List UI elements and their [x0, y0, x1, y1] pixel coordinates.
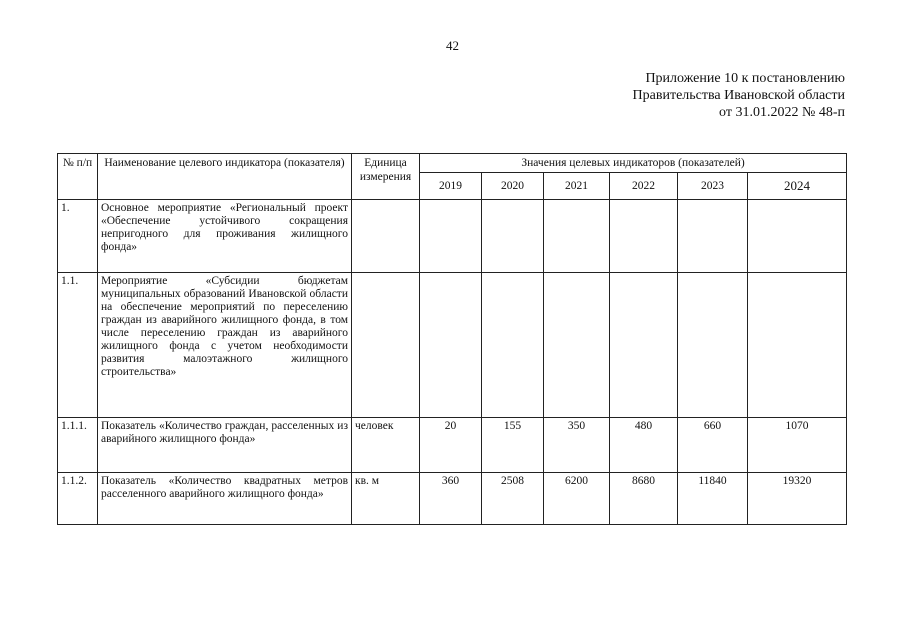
header-row: [58, 154, 847, 173]
header-name: Наименование целевого индикатора (показателя): [98, 154, 352, 200]
table-row: [58, 473, 847, 525]
row-value-2022: 480: [610, 418, 678, 473]
row-value-2021: [544, 273, 610, 418]
row-value-2024: 1070: [748, 418, 847, 473]
row-value-2023: [678, 273, 748, 418]
row-value-2022: [610, 273, 678, 418]
row-value-2024: 19320: [748, 473, 847, 525]
row-indicator-name: Показатель «Количество граждан, расселенных из аварийного жилищного фонда»: [98, 418, 352, 473]
header-year-2020: 2020: [482, 173, 544, 200]
table-row: [58, 418, 847, 473]
header-year-2022: 2022: [610, 173, 678, 200]
indicators-table: [57, 153, 847, 525]
row-value-2023: 11840: [678, 473, 748, 525]
row-value-2024: [748, 273, 847, 418]
row-indicator-name: Основное мероприятие «Региональный проект «Обеспечение устойчивого сокращения непригодного для проживания жилищного фонда»: [98, 200, 352, 273]
row-value-2023: [678, 200, 748, 273]
row-number: 1.1.1.: [58, 418, 98, 473]
header-year-2023: 2023: [678, 173, 748, 200]
row-value-2021: 350: [544, 418, 610, 473]
row-unit: [352, 200, 420, 273]
appendix-line-3: от 31.01.2022 № 48-п: [719, 105, 845, 120]
row-unit: [352, 273, 420, 418]
row-value-2024: [748, 200, 847, 273]
row-unit: кв. м: [352, 473, 420, 525]
row-value-2020: 2508: [482, 473, 544, 525]
row-value-2019: 360: [420, 473, 482, 525]
row-value-2022: [610, 200, 678, 273]
row-number: 1.: [58, 200, 98, 273]
header-year-2024: 2024: [748, 173, 847, 200]
header-num: № п/п: [58, 154, 98, 200]
row-value-2021: 6200: [544, 473, 610, 525]
row-number: 1.1.2.: [58, 473, 98, 525]
row-value-2020: [482, 273, 544, 418]
row-indicator-name: Показатель «Количество квадратных метров расселенного аварийного жилищного фонда»: [98, 473, 352, 525]
appendix-line-2: Правительства Ивановской области: [632, 88, 845, 103]
header-unit: Единица измерения: [352, 154, 420, 200]
row-value-2019: 20: [420, 418, 482, 473]
row-unit: человек: [352, 418, 420, 473]
row-value-2021: [544, 200, 610, 273]
row-value-2023: 660: [678, 418, 748, 473]
page-number: 42: [446, 38, 459, 53]
appendix-line-1: Приложение 10 к постановлению: [645, 71, 845, 86]
table-row: [58, 200, 847, 273]
row-number: 1.1.: [58, 273, 98, 418]
table-row: [58, 273, 847, 418]
row-indicator-name: Мероприятие «Субсидии бюджетам муниципальных образований Ивановской области на обеспечение мероприятий по переселению граждан из аварийного жилищного фонда, в том числе переселению граждан из аварийного жилищного фонда с учетом необходимости развития малоэтажного жилищного строительства»: [98, 273, 352, 418]
row-value-2019: [420, 200, 482, 273]
appendix-caption: [633, 70, 845, 121]
header-values: Значения целевых индикаторов (показателей): [420, 154, 847, 173]
header-year-2021: 2021: [544, 173, 610, 200]
row-value-2020: [482, 200, 544, 273]
row-value-2022: 8680: [610, 473, 678, 525]
header-year-2019: 2019: [420, 173, 482, 200]
row-value-2020: 155: [482, 418, 544, 473]
row-value-2019: [420, 273, 482, 418]
